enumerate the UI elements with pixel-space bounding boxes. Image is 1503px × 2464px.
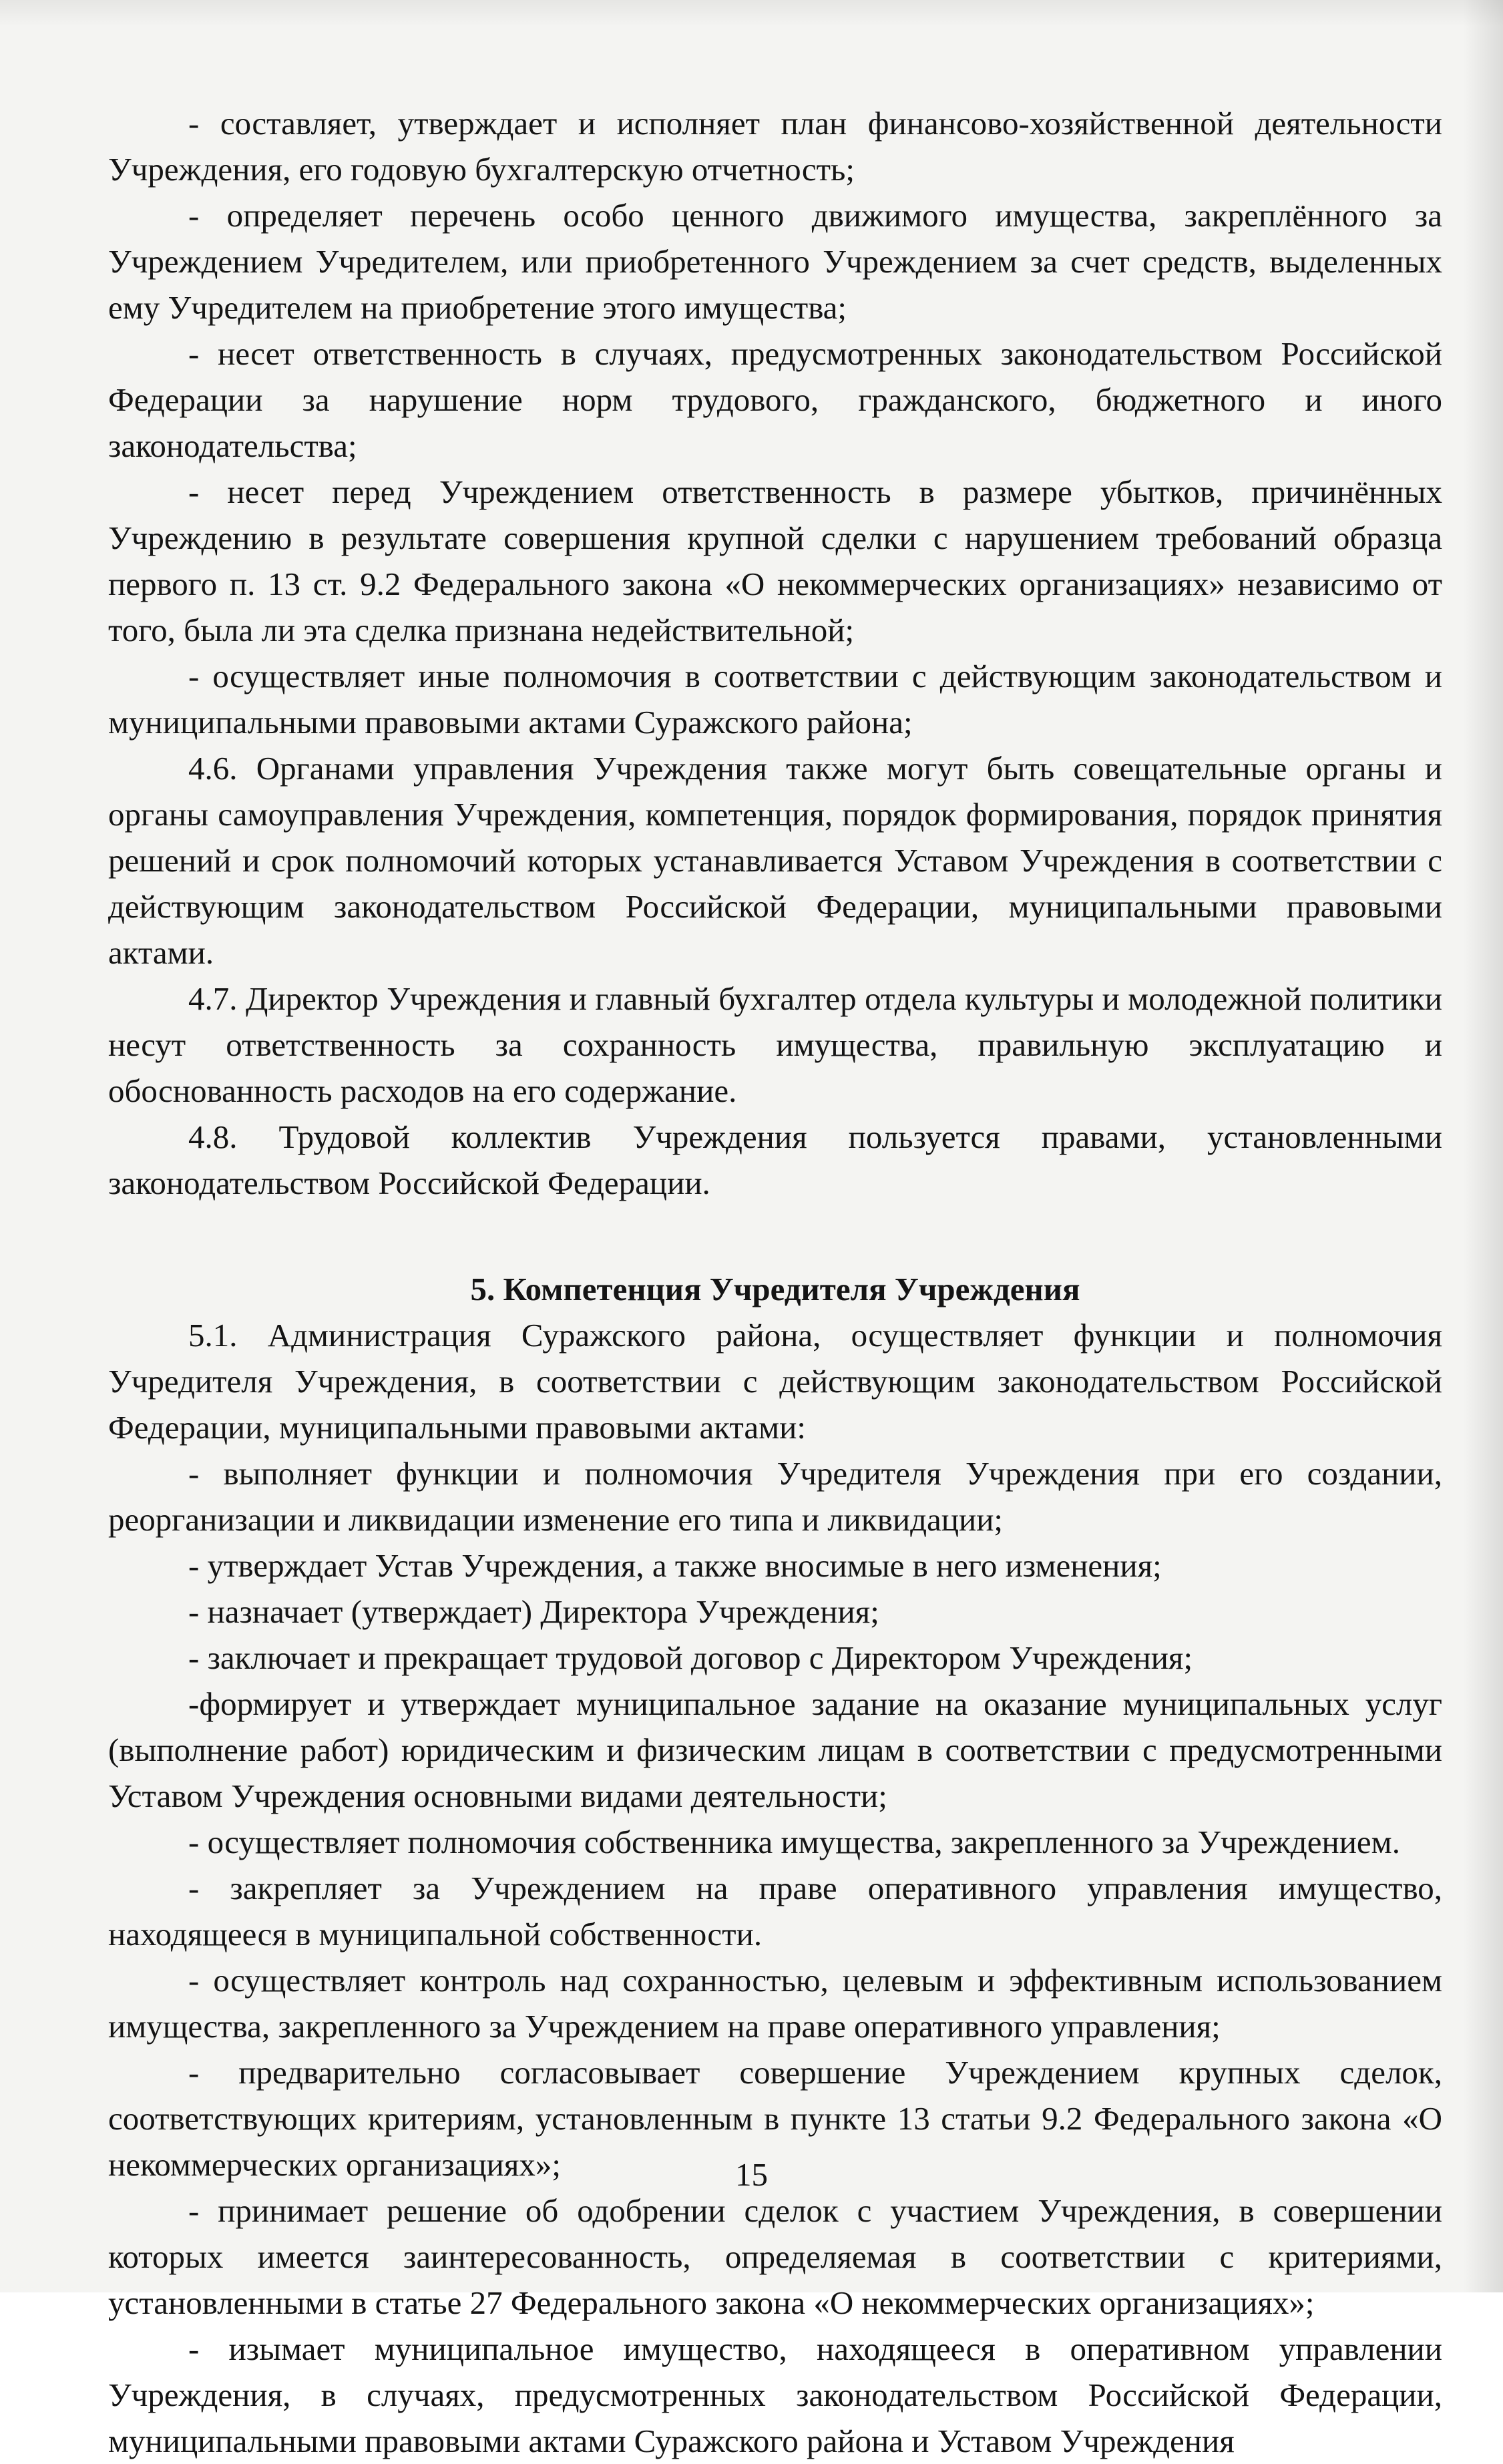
section-paragraph: - закрепляет за Учреждением на праве оперативного управления имущество, находящееся в муниципальной собственности. [108, 1870, 1442, 1953]
section-paragraph: 5.1. Администрация Суражского района, осуществляет функции и полномочия Учредителя Учреждения, в соответствии с действующим законодательством Российской Федерации, муниципальными правовыми актами: [108, 1317, 1442, 1446]
section-paragraph: - осуществляет контроль над сохранностью, целевым и эффективным использованием имущества, закрепленного за Учреждением на праве оперативного управления; [108, 1962, 1442, 2045]
paragraph: - несет перед Учреждением ответственность в размере убытков, причинённых Учреждению в результате совершения крупной сделки с нарушением требований образца первого п. 13 ст. 9.2 Федерального закона «О некоммерческих организациях» независимо от того, была ли эта сделка признана недействительной; [108, 473, 1442, 648]
section-paragraph: - заключает и прекращает трудовой договор с Директором Учреждения; [188, 1639, 1193, 1676]
scan-edge-shadow [1463, 0, 1503, 2292]
section-paragraph: - предварительно согласовывает совершение Учреждением крупных сделок, соответствующих критериям, установленным в пункте 13 статьи 9.2 Федерального закона «О некоммерческих организациях»; [108, 2054, 1442, 2183]
section-heading: 5. Компетенция Учредителя Учреждения [470, 1271, 1080, 1307]
scan-top-shadow [0, 0, 1503, 27]
section-paragraph: - выполняет функции и полномочия Учредителя Учреждения при его создании, реорганизации и ликвидации изменение его типа и ликвидации; [108, 1455, 1442, 1538]
document-body [108, 100, 1442, 2464]
section-paragraph: - принимает решение об одобрении сделок с участием Учреждения, в совершении которых имеется заинтересованность, определяемая в соответствии с критериями, установленными в статье 27 Федерального закона «О некоммерческих организациях»; [108, 2192, 1442, 2321]
page-number: 15 [735, 2156, 768, 2193]
paragraph: 4.8. Трудовой коллектив Учреждения пользуется правами, установленными законодательством Российской Федерации. [108, 1118, 1442, 1201]
paragraph: 4.6. Органами управления Учреждения также могут быть совещательные органы и органы самоуправления Учреждения, компетенция, порядок формирования, порядок принятия решений и срок полномочий которых устанавливается Уставом Учреждения в соответствии с действующим законодательством Российской Федерации, муниципальными правовыми актами. [108, 750, 1442, 971]
section-paragraph: - утверждает Устав Учреждения, а также вносимые в него изменения; [188, 1547, 1162, 1584]
paragraph: - составляет, утверждает и исполняет план финансово-хозяйственной деятельности Учреждения, его годовую бухгалтерскую отчетность; [108, 105, 1442, 188]
paragraph: - осуществляет иные полномочия в соответствии с действующим законодательством и муниципальными правовыми актами Суражского района; [108, 658, 1442, 741]
paragraph: - несет ответственность в случаях, предусмотренных законодательством Российской Федерации за нарушение норм трудового, гражданского, бюджетного и иного законодательства; [108, 335, 1442, 464]
section-paragraph: - изымает муниципальное имущество, находящееся в оперативном управлении Учреждения, в случаях, предусмотренных законодательством Российской Федерации, муниципальными правовыми актами Суражского района и Уставом Учреждения [108, 2330, 1442, 2459]
section-paragraph: -формирует и утверждает муниципальное задание на оказание муниципальных услуг (выполнение работ) юридическим и физическим лицам в соответствии с предусмотренными Уставом Учреждения основными видами деятельности; [108, 1685, 1442, 1814]
paragraph: 4.7. Директор Учреждения и главный бухгалтер отдела культуры и молодежной политики несут ответственность за сохранность имущества, правильную эксплуатацию и обоснованность расходов на его содержание. [108, 980, 1442, 1109]
section-paragraph: - осуществляет полномочия собственника имущества, закрепленного за Учреждением. [188, 1824, 1400, 1860]
paragraph: - определяет перечень особо ценного движимого имущества, закреплённого за Учреждением Учредителем, или приобретенного Учреждением за счет средств, выделенных ему Учредителем на приобретение этого имущества; [108, 197, 1442, 326]
section-paragraph: - назначает (утверждает) Директора Учреждения; [188, 1593, 879, 1630]
